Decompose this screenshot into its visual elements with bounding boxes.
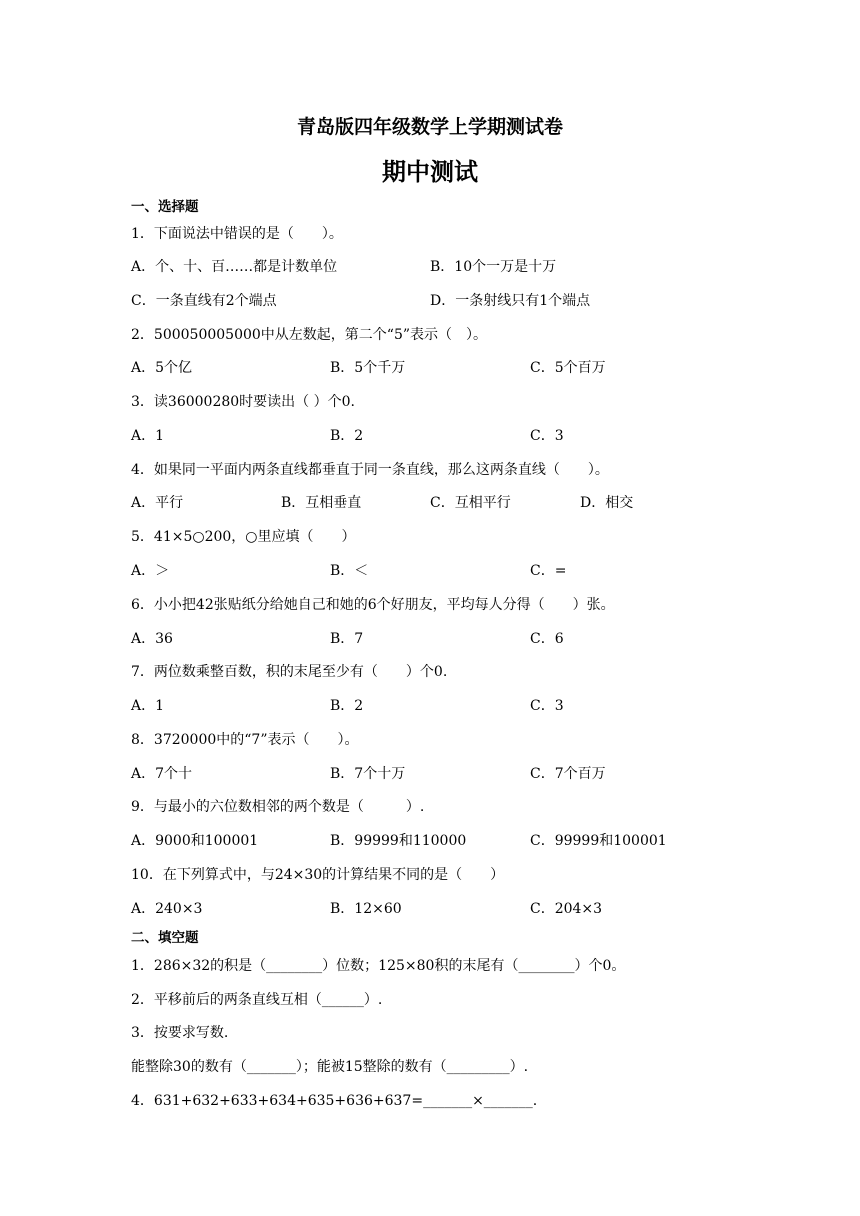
question-stem: 8．3720000中的“7”表示（ ）。 [131,732,359,748]
option-d: D．相交 [580,495,634,511]
option-a: A．5个亿 [131,360,193,376]
option-c: C．3 [530,428,564,444]
option-a: A．240×3 [131,901,203,917]
fill-question-subline: 能整除30的数有（_______）；能被15整除的数有（_________）. [131,1059,529,1075]
fill-question: 2．平移前后的两条直线互相（______）. [131,992,383,1008]
option-c: C．6 [530,631,564,647]
option-d: D．一条射线只有1个端点 [430,293,591,309]
option-a: A．9000和100001 [131,833,259,849]
option-c: C．7个百万 [530,766,606,782]
option-a: A．平行 [131,495,184,511]
option-b: B．7 [330,631,364,647]
option-c: C．99999和100001 [530,833,667,849]
option-b: B．2 [330,698,364,714]
option-c: C．互相平行 [430,495,511,511]
option-b: B．10个一万是十万 [430,259,557,275]
option-b: B．12×60 [330,901,402,917]
fill-question: 1．286×32的积是（________）位数；125×80积的末尾有（________）个0。 [131,958,626,974]
option-b: B．互相垂直 [281,495,362,511]
option-c: C．5个百万 [530,360,606,376]
option-a: A．1 [131,428,165,444]
question-stem: 9．与最小的六位数相邻的两个数是（ ）. [131,799,425,815]
option-a: A．7个十 [131,766,193,782]
question-stem: 1．下面说法中错误的是（ ）。 [131,226,343,242]
question-stem: 6．小小把42张贴纸分给她自己和她的6个好朋友，平均每人分得（ ）张。 [131,597,615,613]
section-heading-choice: 一、选择题 [131,199,199,215]
option-c: C．3 [530,698,564,714]
option-c: C．= [530,563,567,579]
question-stem: 7．两位数乘整百数，积的末尾至少有（ ）个0. [131,664,448,680]
section-heading-fill: 二、填空题 [131,930,199,946]
option-b: B．7个十万 [330,766,406,782]
question-stem: 10．在下列算式中，与24×30的计算结果不同的是（ ） [131,867,505,883]
question-stem: 2．500050005000中从左数起，第二个“5”表示（ ）。 [131,327,488,343]
option-a: A．1 [131,698,165,714]
option-a: A．36 [131,631,173,647]
question-stem: 4．如果同一平面内两条直线都垂直于同一条直线，那么这两条直线（ ）。 [131,462,609,478]
fill-question: 4．631+632+633+634+635+636+637=_______×_______. [131,1093,538,1109]
fill-question: 3．按要求写数. [131,1025,229,1041]
exam-title: 青岛版四年级数学上学期测试卷 [296,116,563,138]
option-b: B．5个千万 [330,360,406,376]
option-b: B．2 [330,428,364,444]
option-b: B．99999和110000 [330,833,467,849]
question-stem: 5．41×5○200，○里应填（ ） [131,529,356,545]
option-c: C．一条直线有2个端点 [131,293,277,309]
exam-subtitle: 期中测试 [382,158,478,186]
option-c: C．204×3 [530,901,603,917]
question-stem: 3．读36000280时要读出（ ）个0. [131,394,355,410]
option-a: A．个、十、百……都是计数单位 [131,259,338,275]
option-b: B．＜ [330,563,369,579]
option-a: A．＞ [131,563,170,579]
